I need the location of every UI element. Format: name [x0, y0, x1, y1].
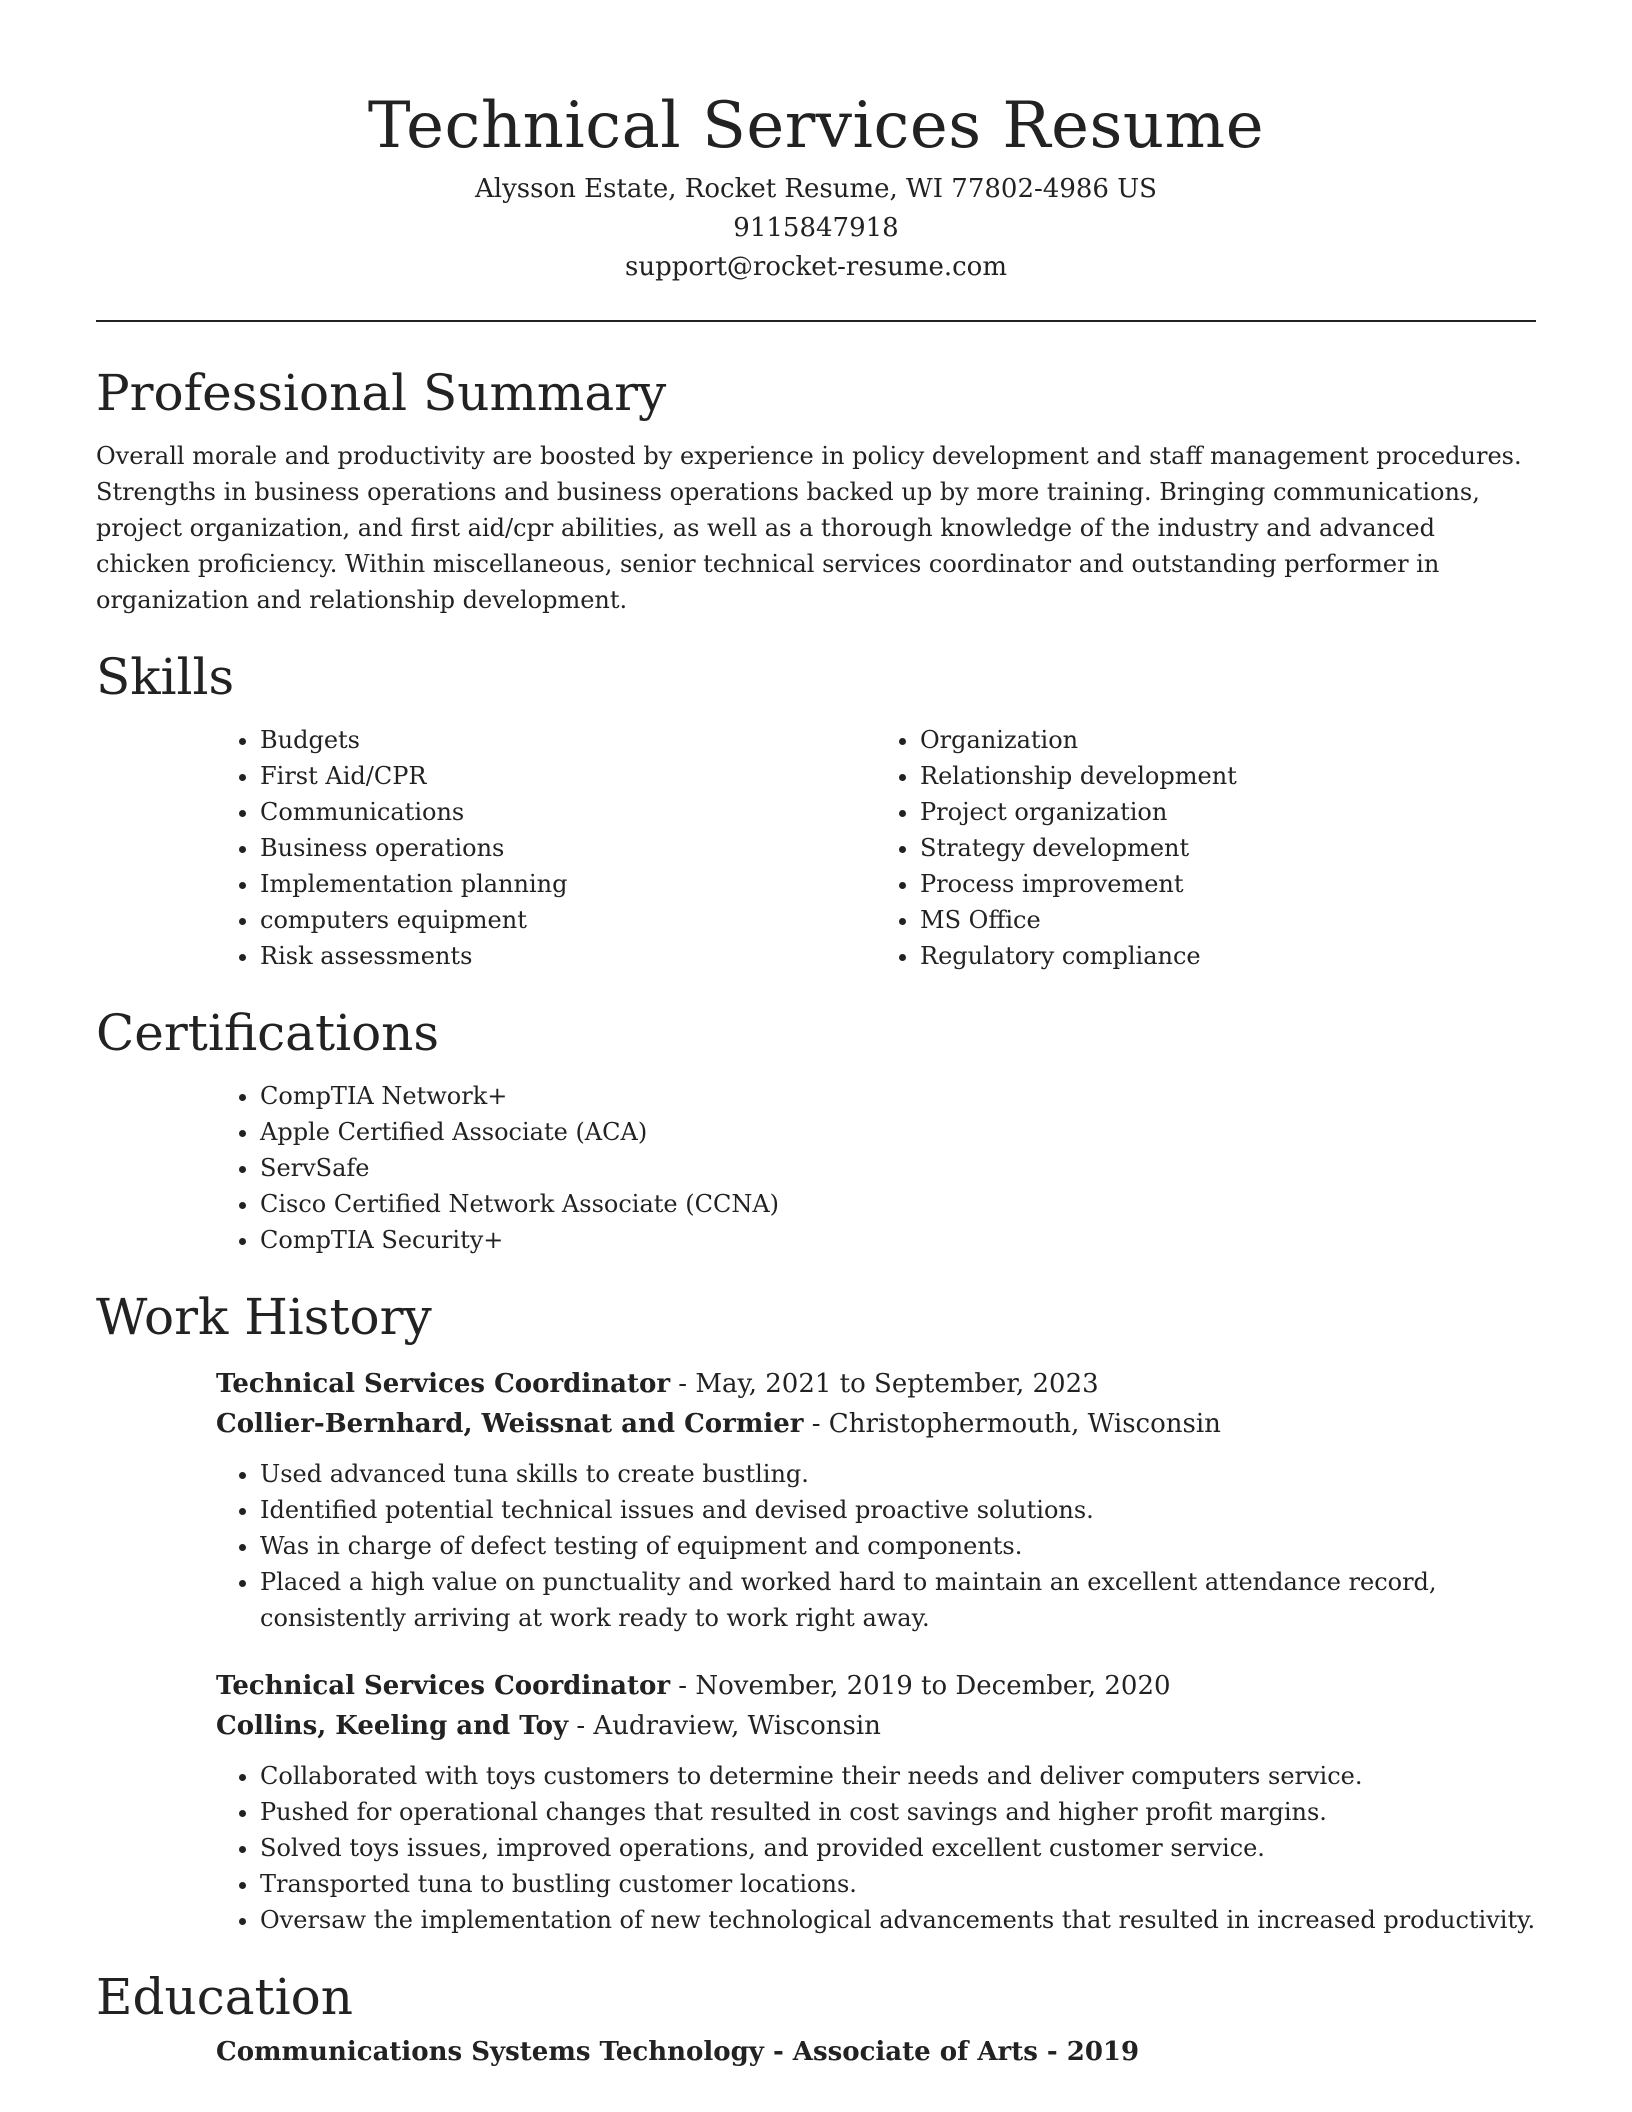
education-entry — [216, 2032, 1536, 2072]
job-bullet: • Solved toys issues, improved operations, and provided excellent customer service. — [260, 1830, 1536, 1866]
skill-item: • Regulatory compliance — [920, 938, 1536, 974]
work-history-section — [96, 1282, 1536, 1938]
job-bullet: • Was in charge of defect testing of equipment and components. — [260, 1528, 1536, 1564]
skill-item: • Budgets — [260, 722, 876, 758]
skill-item: • First Aid/CPR — [260, 758, 876, 794]
summary-section — [96, 358, 1536, 618]
job-entry — [216, 1666, 1536, 1938]
certification-item: • Apple Certified Associate (ACA) — [260, 1114, 1536, 1150]
header-divider — [96, 320, 1536, 322]
certifications-list — [216, 1078, 1536, 1258]
contact-info — [96, 170, 1536, 287]
skill-item: • Communications — [260, 794, 876, 830]
job-bullet: • Transported tuna to bustling customer locations. — [260, 1866, 1536, 1902]
certifications-section — [96, 998, 1536, 1258]
contact-phone: 9115847918 — [733, 213, 899, 243]
skills-list-left — [216, 722, 876, 974]
job-company: Collins, Keeling and Toy — [216, 1711, 569, 1741]
contact-address: Alysson Estate, Rocket Resume, WI 77802-4986 US — [475, 174, 1157, 204]
certification-item: • ServSafe — [260, 1150, 1536, 1186]
job-company-line — [216, 1706, 1536, 1746]
skill-item: • Organization — [920, 722, 1536, 758]
education-text: Communications Systems Technology - Associate of Arts - 2019 — [216, 2037, 1140, 2067]
job-bullets — [216, 1456, 1536, 1636]
job-company-line — [216, 1404, 1536, 1444]
skill-item: • Relationship development — [920, 758, 1536, 794]
job-bullet: • Pushed for operational changes that resulted in cost savings and higher profit margins. — [260, 1794, 1536, 1830]
job-bullet: • Oversaw the implementation of new technological advancements that resulted in increased productivity. — [260, 1902, 1536, 1938]
skill-item: • computers equipment — [260, 902, 876, 938]
skill-item: • Implementation planning — [260, 866, 876, 902]
certifications-list-wrap — [216, 1078, 1536, 1258]
job-title: Technical Services Coordinator — [216, 1671, 671, 1701]
job-title-line — [216, 1666, 1536, 1706]
job-company: Collier-Bernhard, Weissnat and Cormier — [216, 1409, 804, 1439]
skill-item: • Business operations — [260, 830, 876, 866]
job-title: Technical Services Coordinator — [216, 1369, 671, 1399]
job-bullet: • Used advanced tuna skills to create bustling. — [260, 1456, 1536, 1492]
skills-columns — [216, 722, 1536, 974]
certification-item: • CompTIA Security+ — [260, 1222, 1536, 1258]
job-dates: - November, 2019 to December, 2020 — [670, 1671, 1171, 1701]
certification-item: • CompTIA Network+ — [260, 1078, 1536, 1114]
job-location: - Christophermouth, Wisconsin — [803, 1409, 1221, 1439]
education-section — [96, 1962, 1536, 2072]
job-bullets — [216, 1758, 1536, 1938]
certification-item: • Cisco Certified Network Associate (CCNA) — [260, 1186, 1536, 1222]
skill-item: • Project organization — [920, 794, 1536, 830]
resume-title: Technical Services Resume — [367, 89, 1265, 163]
skill-item: • Process improvement — [920, 866, 1536, 902]
resume-header — [96, 82, 1536, 287]
skills-section — [96, 642, 1536, 974]
job-bullet: • Collaborated with toys customers to determine their needs and deliver computers service. — [260, 1758, 1536, 1794]
skill-item: • Strategy development — [920, 830, 1536, 866]
summary-text: Overall morale and productivity are boosted by experience in policy development and staff management procedures. Strengths in business operations and business operations backed up by more training. Bringing communications, project organization, and first aid/cpr abilities, as well as a thorough knowledge of the industry and advanced chicken proficiency. Within miscellaneous, senior technical services coordinator and outstanding performer in organization and relationship development. — [96, 442, 1522, 614]
job-dates: - May, 2021 to September, 2023 — [670, 1369, 1099, 1399]
skills-heading: Skills — [96, 648, 235, 706]
work-history-heading: Work History — [96, 1288, 432, 1346]
education-heading: Education — [96, 1968, 353, 2026]
certifications-heading: Certifications — [96, 1004, 440, 1062]
job-title-line — [216, 1364, 1536, 1404]
job-bullet: • Identified potential technical issues and devised proactive solutions. — [260, 1492, 1536, 1528]
resume-page — [96, 82, 1536, 2072]
skills-list-right — [876, 722, 1536, 974]
job-bullet: • Placed a high value on punctuality and worked hard to maintain an excellent attendance record, consistently arriving at work ready to work right away. — [260, 1564, 1536, 1636]
summary-heading: Professional Summary — [96, 364, 667, 422]
job-entry — [216, 1364, 1536, 1636]
job-location: - Audraview, Wisconsin — [568, 1711, 881, 1741]
skill-item: • Risk assessments — [260, 938, 876, 974]
contact-email: support@rocket-resume.com — [624, 252, 1007, 282]
skill-item: • MS Office — [920, 902, 1536, 938]
